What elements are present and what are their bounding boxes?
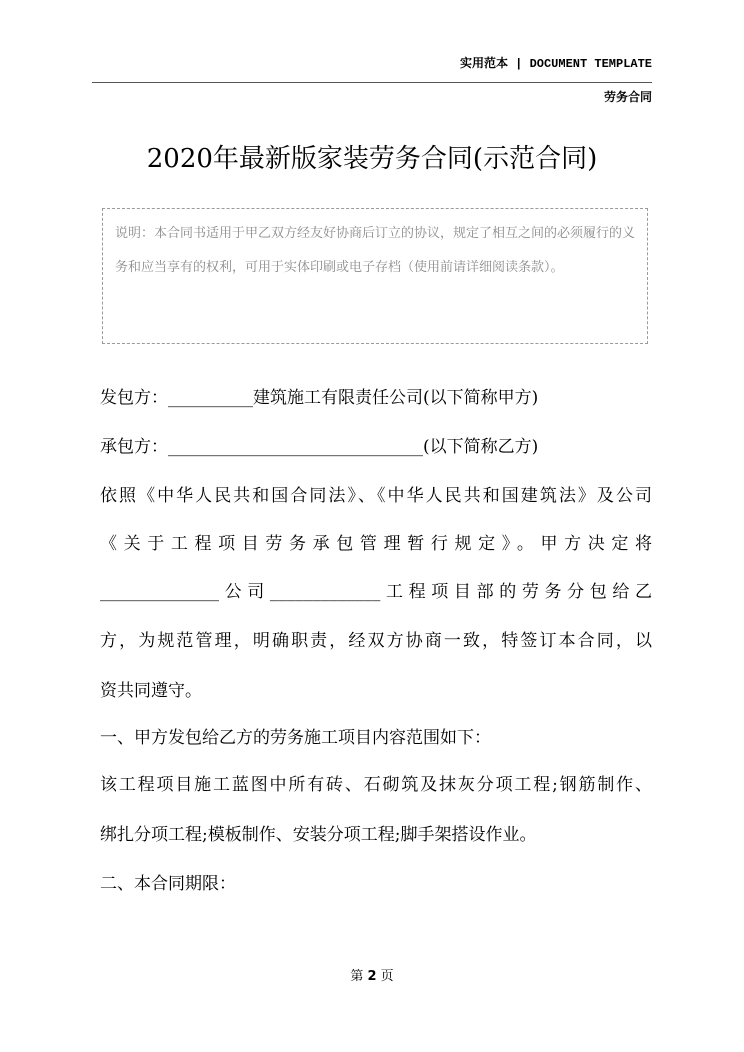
header-document-template: 实用范本 | DOCUMENT TEMPLATE — [459, 57, 652, 71]
body-line: 依照《中华人民共和国合同法》、《中华人民共和国建筑法》及公司 — [100, 486, 652, 506]
section-heading-2: 二、本合同期限： — [100, 874, 236, 894]
header-category: 劳务合同 — [603, 90, 652, 104]
contract-party-b: 承包方：______________________________(以下简称乙方) — [100, 437, 539, 457]
body-line: 资共同遵守。 — [100, 681, 202, 701]
header-divider — [92, 82, 652, 83]
page-number-value: 2 — [367, 969, 377, 984]
page-number-suffix: 页 — [380, 969, 394, 984]
usage-note: 说明：本合同书适用于甲乙双方经友好协商后订立的协议，规定了相互之间的必须履行的义务和应当享有的权利，可用于实体印刷或电子存档（使用前请详细阅读条款）。 — [102, 208, 648, 344]
body-line: 方，为规范管理，明确职责，经双方协商一致，特签订本合同，以 — [100, 631, 652, 651]
body-line: 绑扎分项工程;模板制作、安装分项工程;脚手架搭设作业。 — [100, 825, 537, 845]
body-line: ______________公司_____________工程项目部的劳务分包给乙 — [100, 582, 652, 602]
contract-party-a: 发包方：__________建筑施工有限责任公司(以下简称甲方) — [100, 388, 539, 408]
body-line: 《关于工程项目劳务承包管理暂行规定》。甲方决定将 — [100, 534, 652, 554]
page-number — [0, 965, 744, 984]
section-heading-1: 一、甲方发包给乙方的劳务施工项目内容范围如下： — [100, 728, 491, 748]
page-number-prefix: 第 — [350, 969, 364, 984]
document-title: 2020年最新版家装劳务合同(示范合同) — [146, 144, 598, 174]
body-line: 该工程项目施工蓝图中所有砖、石砌筑及抹灰分项工程;钢筋制作、 — [100, 775, 652, 795]
